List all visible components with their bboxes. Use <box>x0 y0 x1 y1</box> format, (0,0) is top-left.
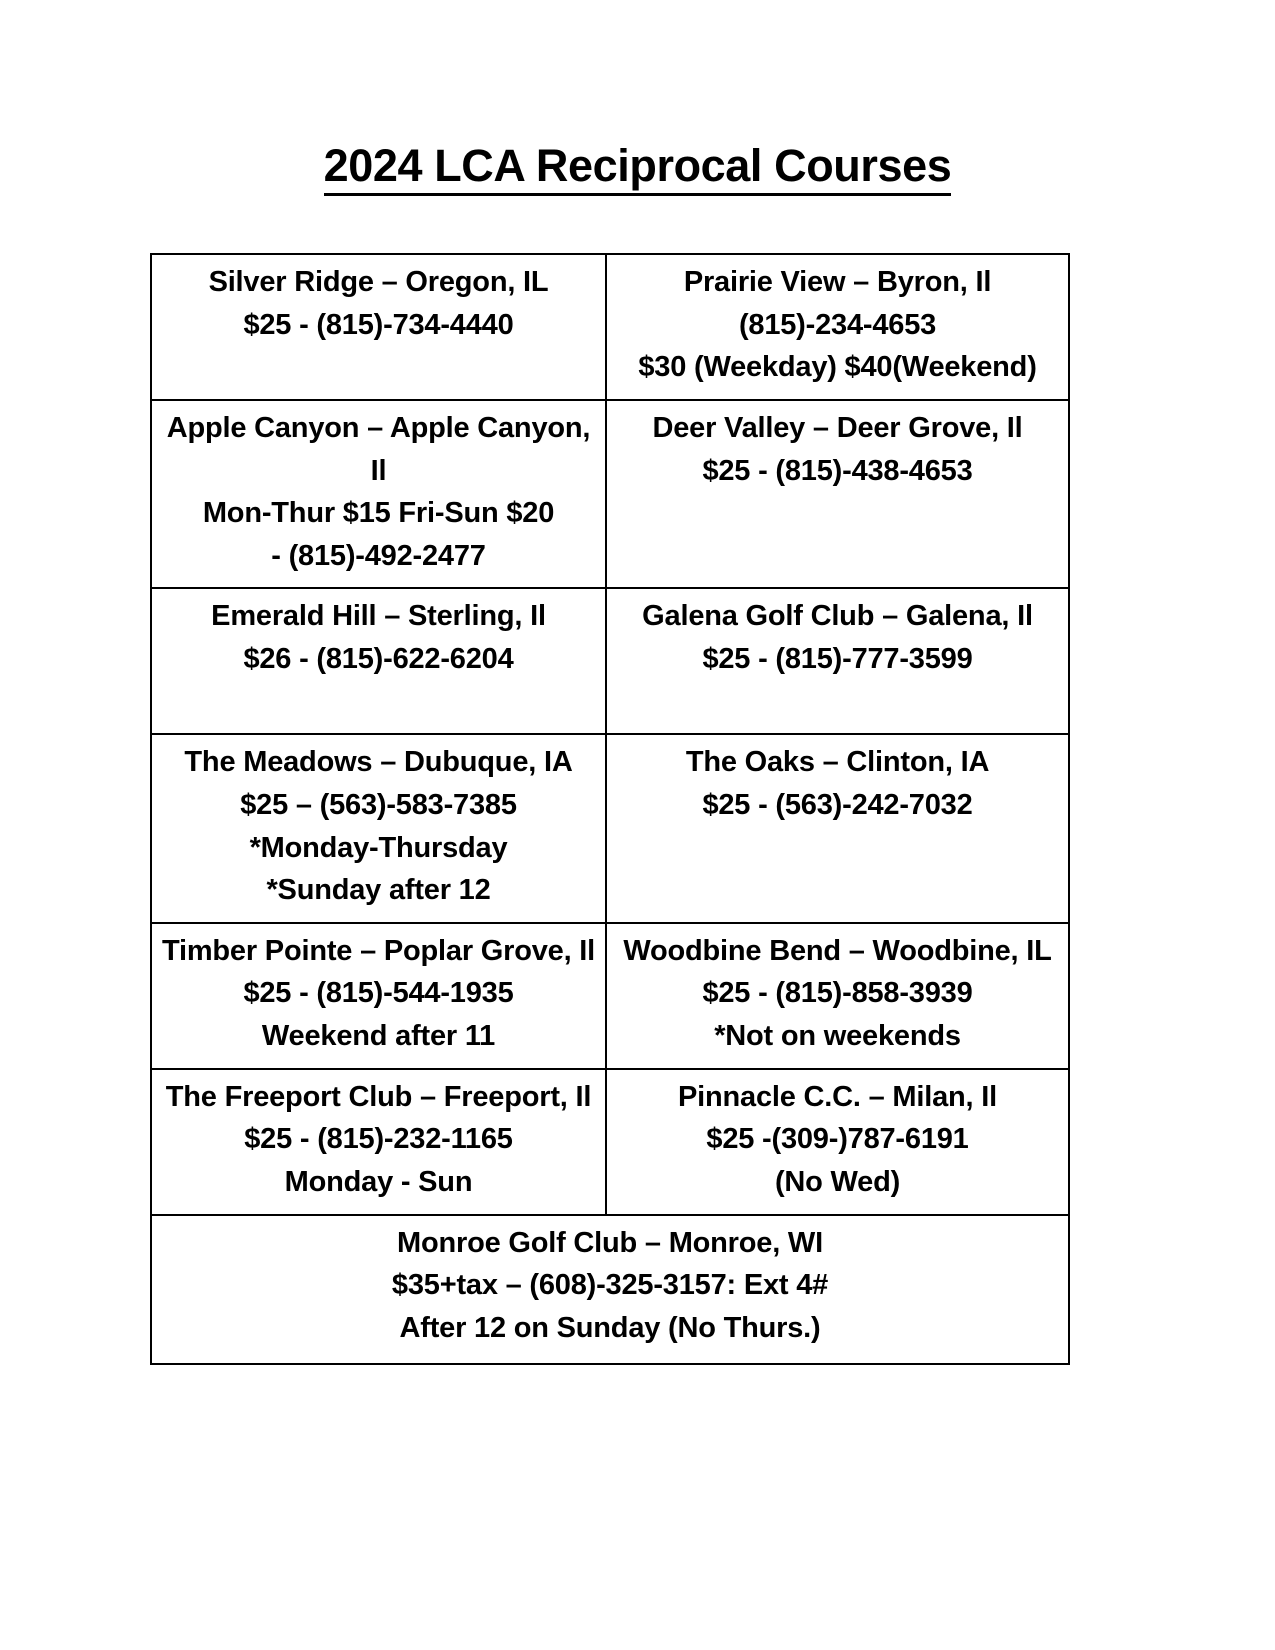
table-row <box>151 588 1069 734</box>
course-cell-silver-ridge <box>151 254 606 400</box>
course-spacer <box>158 681 599 724</box>
course-detail: $25 - (815)-544-1935 <box>243 977 514 1010</box>
course-name: Silver Ridge – Oregon, IL <box>208 266 549 298</box>
course-detail: $25 – (563)-583-7385 <box>240 788 517 821</box>
course-cell-the-freeport-club <box>151 1069 606 1215</box>
course-name: Galena Golf Club – Galena, Il <box>642 600 1033 633</box>
course-detail: $30 (Weekday) $40(Weekend) <box>638 351 1037 384</box>
course-detail: *Sunday after 12 <box>266 874 491 907</box>
course-cell-timber-pointe <box>151 923 606 1069</box>
course-detail: Mon-Thur $15 Fri-Sun $20 <box>202 497 555 530</box>
course-cell-emerald-hill <box>151 588 606 734</box>
course-cell-apple-canyon <box>151 400 606 589</box>
course-name: The Freeport Club – Freeport, Il <box>165 1080 592 1113</box>
course-detail: $25 - (563)-242-7032 <box>702 788 973 821</box>
course-name: The Oaks – Clinton, IA <box>685 746 990 779</box>
page-title <box>0 140 1275 192</box>
course-detail: (No Wed) <box>774 1165 901 1198</box>
course-detail: $25 - (815)-232-1165 <box>244 1123 513 1156</box>
course-name: Timber Pointe – Poplar Grove, Il <box>161 934 596 967</box>
course-detail: *Not on weekends <box>714 1020 961 1052</box>
course-detail: Weekend after 11 <box>261 1020 496 1052</box>
course-cell-the-oaks <box>606 734 1069 923</box>
course-cell-woodbine-bend <box>606 923 1069 1069</box>
course-cell-deer-valley <box>606 400 1069 589</box>
course-detail: - (815)-492-2477 <box>271 539 486 572</box>
table-row <box>151 254 1069 400</box>
course-detail: $25 - (815)-438-4653 <box>702 454 973 487</box>
course-cell-galena-golf-club <box>606 588 1069 734</box>
course-detail: $26 - (815)-622-6204 <box>243 643 514 675</box>
course-name: Monroe Golf Club – Monroe, WI <box>397 1226 823 1259</box>
page-title-text: 2024 LCA Reciprocal Courses <box>324 140 952 196</box>
course-name: Emerald Hill – Sterling, Il <box>211 600 546 633</box>
course-detail: $25 -(309-)787-6191 <box>706 1123 969 1156</box>
course-name: Prairie View – Byron, Il <box>683 266 992 298</box>
course-cell-monroe-golf-club <box>151 1215 1069 1365</box>
table-row <box>151 1069 1069 1215</box>
course-detail: Monday - Sun <box>284 1165 473 1198</box>
course-cell-pinnacle-cc <box>606 1069 1069 1215</box>
course-detail: *Monday-Thursday <box>249 831 508 864</box>
course-detail: $25 - (815)-734-4440 <box>243 308 514 341</box>
table-row <box>151 734 1069 923</box>
course-detail: (815)-234-4653 <box>738 308 937 341</box>
course-cell-the-meadows <box>151 734 606 923</box>
table-row <box>151 400 1069 589</box>
course-name: Pinnacle C.C. – Milan, Il <box>678 1080 997 1113</box>
course-name: Apple Canyon – Apple Canyon, Il <box>166 411 591 487</box>
course-detail: After 12 on Sunday (No Thurs.) <box>399 1311 821 1344</box>
course-detail: $35+tax – (608)-325-3157: Ext 4# <box>391 1269 829 1302</box>
table-body <box>151 254 1069 1364</box>
course-name: The Meadows – Dubuque, IA <box>184 746 573 779</box>
table-row <box>151 1215 1069 1365</box>
reciprocal-courses-table <box>150 253 1070 1365</box>
table-row <box>151 923 1069 1069</box>
course-spacer <box>613 681 1062 724</box>
course-detail: $25 - (815)-777-3599 <box>702 643 973 675</box>
course-detail: $25 - (815)-858-3939 <box>702 977 973 1010</box>
course-name: Deer Valley – Deer Grove, Il <box>652 411 1023 444</box>
course-cell-prairie-view <box>606 254 1069 400</box>
course-name: Woodbine Bend – Woodbine, IL <box>623 934 1052 967</box>
